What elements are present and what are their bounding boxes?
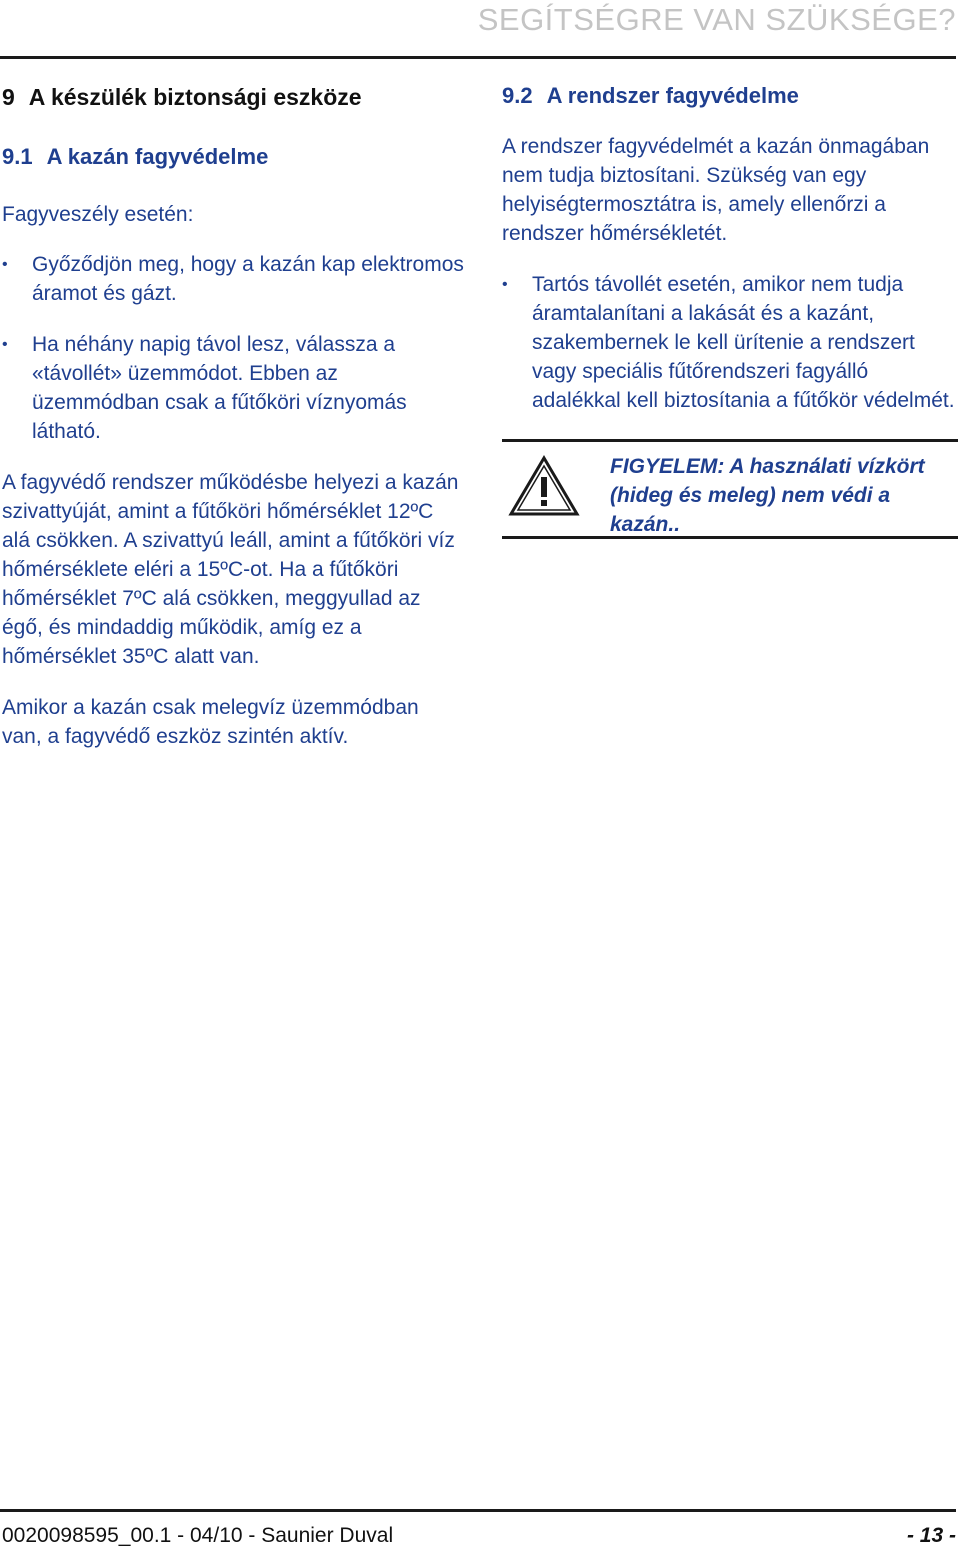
paragraph-hot-water-mode: Amikor a kazán csak melegvíz üzemmódban van, a fagyvédő eszköz szintén aktív. [2, 696, 419, 748]
bullet-list [502, 270, 958, 415]
header-rule [0, 56, 956, 59]
paragraph-frost-system: A fagyvédő rendszer működésbe helyezi a kazán szivattyúját, amint a fűtőköri hőmérséklet 12ºC alá csökken. A szivattyú leáll, amint a fűtőköri víz hőmérséklete eléri a 15ºC-ot. Ha a fűtőköri hőmérséklet 7ºC alá csökken, meggyullad az égő, és mindaddig működik, amíg ez a hőmérséklet 35ºC alatt van. [2, 471, 459, 668]
page-number: - 13 - [906, 1524, 956, 1547]
section-title: A rendszer fagyvédelme [546, 83, 799, 108]
footer-rule [0, 1509, 956, 1512]
right-column [502, 80, 958, 539]
list-item: • Ha néhány napig távol lesz, válassza a «távollét» üzemmódot. Ebben az üzemmódban csak a fűtőköri víznyomás látható. [2, 330, 464, 446]
section-number: 9.2 [502, 83, 533, 108]
section-heading-9-2 [502, 80, 958, 112]
paragraph-system-protection: A rendszer fagyvédelmét a kazán önmagában nem tudja biztosítani. Szükség van egy helyiségtermosztátra is, amely ellenőrzi a rendszer hőmérsékletét. [502, 135, 930, 245]
section-title: A kazán fagyvédelme [46, 144, 269, 169]
section-heading-9-1 [2, 141, 464, 173]
bullet-list [2, 250, 464, 446]
warning-text: FIGYELEM: A használati vízkört (hideg és meleg) nem védi a kazán.. [610, 455, 925, 536]
list-item: • Győződjön meg, hogy a kazán kap elektromos áramot és gázt. [2, 250, 464, 308]
left-column [2, 80, 464, 751]
document-reference: 0020098595_00.1 - 04/10 - Saunier Duval [2, 1524, 394, 1547]
chapter-heading [2, 80, 464, 114]
warning-triangle-icon [508, 455, 580, 517]
warning-box [502, 439, 958, 539]
chapter-title: A készülék biztonsági eszköze [28, 84, 362, 110]
page-header-title: SEGÍTSÉGRE VAN SZÜKSÉGE? [477, 2, 956, 37]
list-item: • Tartós távollét esetén, amikor nem tudja áramtalanítani a lakását és a kazánt, szakembernek le kell ürítenie a rendszert vagy speciális fűtőrendszeri fagyálló adalékkal kell biztosítania a fűtőkör védelmét. [502, 270, 958, 415]
chapter-number: 9 [2, 84, 15, 110]
intro-text: Fagyveszély esetén: [2, 203, 194, 226]
section-number: 9.1 [2, 144, 33, 169]
